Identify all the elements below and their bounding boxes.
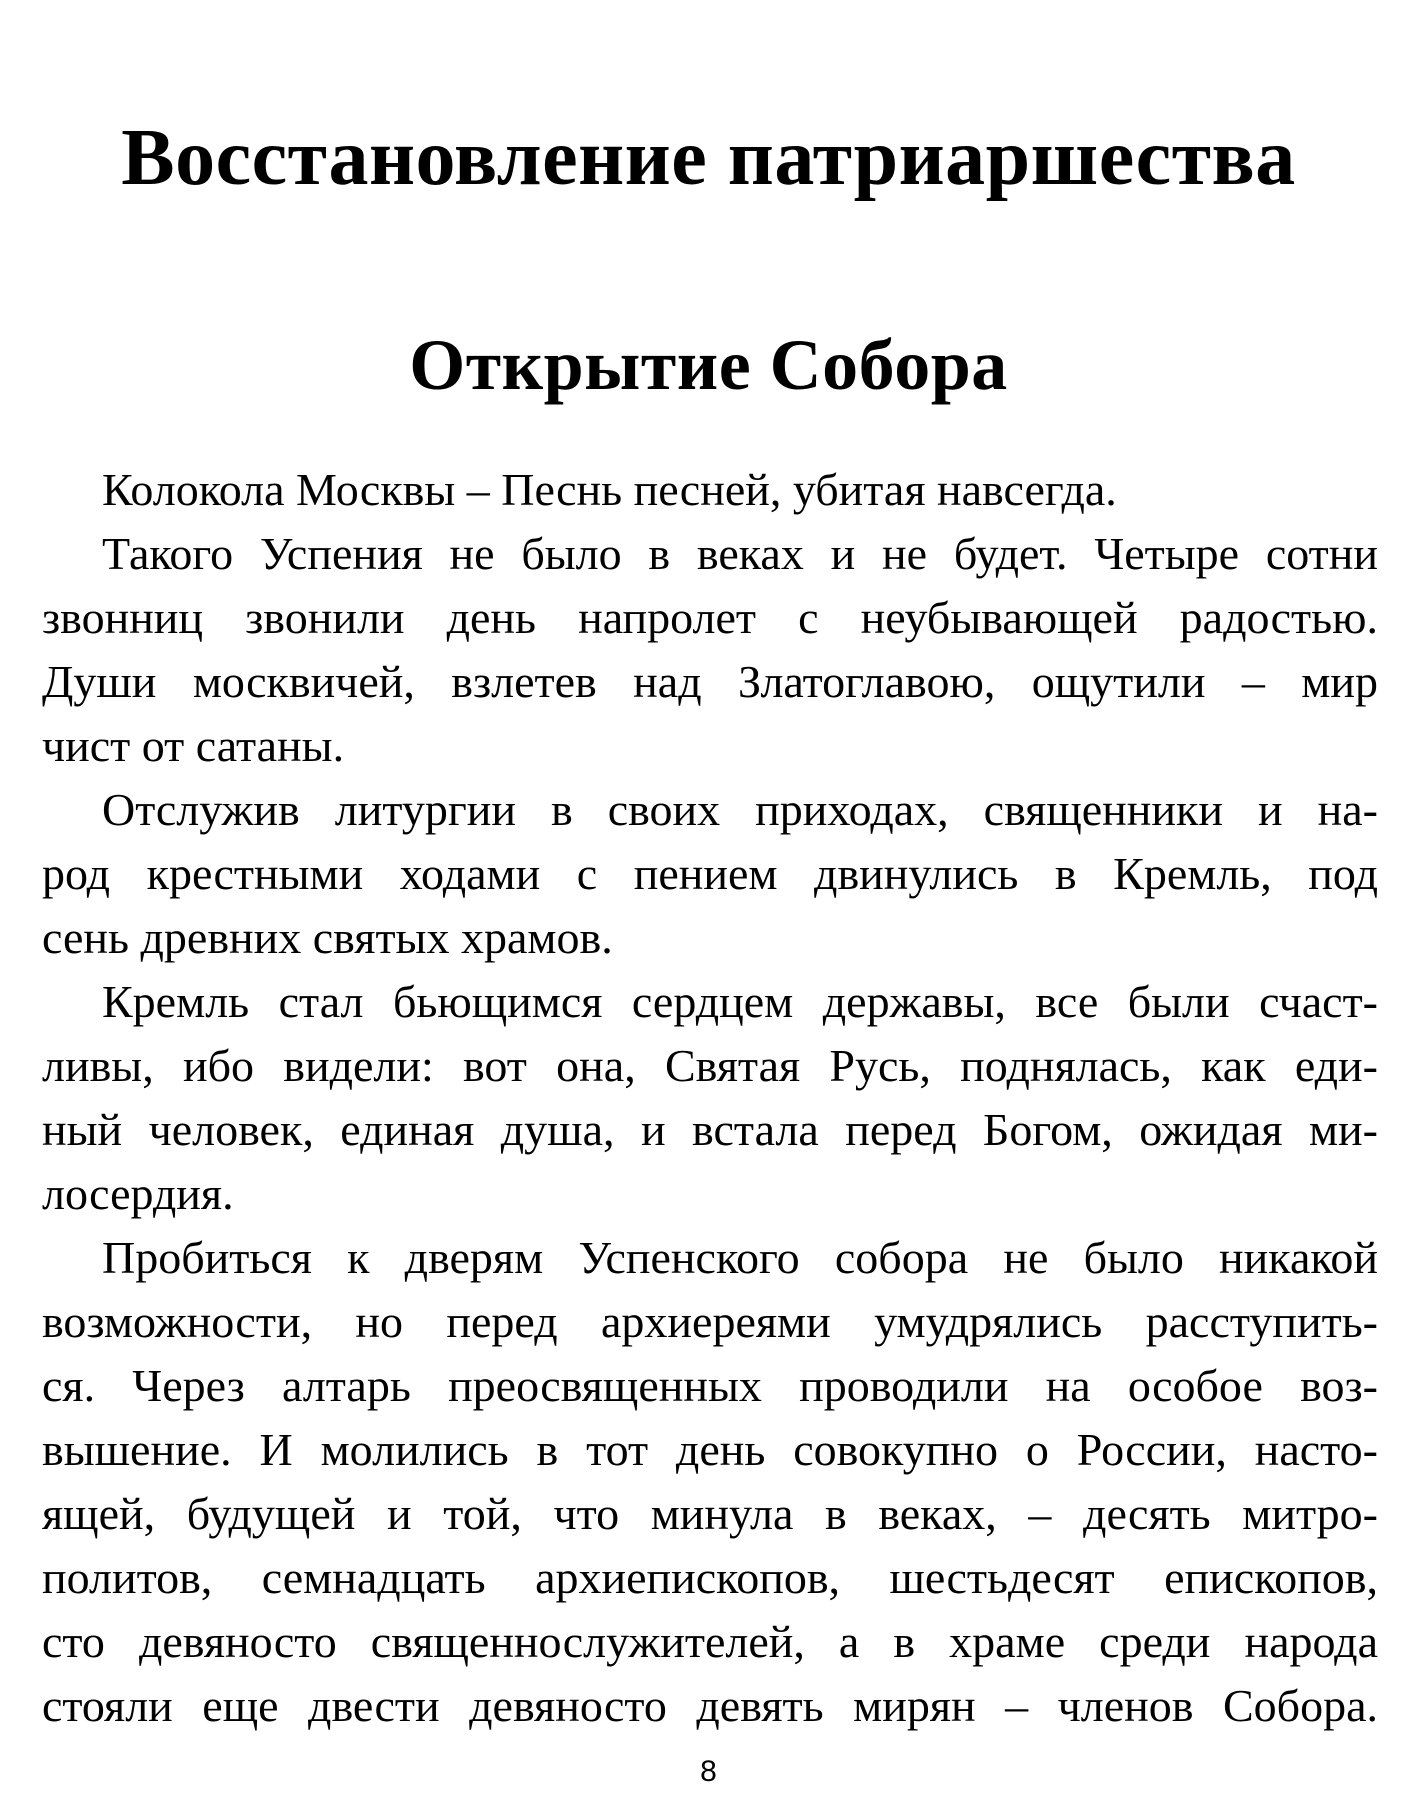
text-line: возможности, но перед архиереями умудрялись расступить- (42, 1296, 1378, 1347)
text-line: звонниц звонили день напролет с неубывающей радостью. (42, 592, 1378, 643)
text-line: лосердия. (42, 1168, 234, 1219)
text-line: сень древних святых храмов. (42, 912, 613, 963)
text-line: ливы, ибо видели: вот она, Святая Русь, поднялась, как еди- (42, 1040, 1378, 1091)
text-line: сто девяносто священнослужителей, а в храме среди народа (42, 1616, 1378, 1667)
text-line: ся. Через алтарь преосвященных проводили на особое воз- (42, 1360, 1378, 1411)
text-line: ный человек, единая душа, и встала перед Богом, ожидая ми- (42, 1104, 1378, 1155)
text-line: Такого Успения не было в веках и не будет. Четыре сотни (102, 528, 1378, 579)
text-line: политов, семнадцать архиепископов, шестьдесят епископов, (42, 1552, 1378, 1603)
text-line: вышение. И молились в тот день совокупно о России, насто- (42, 1424, 1378, 1475)
section-title: Открытие Собора (409, 325, 1008, 405)
page-number: 8 (700, 1755, 717, 1788)
text-line: ящей, будущей и той, что минула в веках, – десять митро- (42, 1488, 1378, 1539)
main-title: Восстановление патриаршества (121, 114, 1296, 202)
text-line: Кремль стал бьющимся сердцем державы, все были счаст- (102, 976, 1378, 1027)
body-text (42, 458, 1378, 1738)
text-line: Пробиться к дверям Успенского собора не было никакой (102, 1232, 1378, 1283)
text-line: чист от сатаны. (42, 720, 345, 771)
text-line: Колокола Москвы – Песнь песней, убитая навсегда. (102, 464, 1117, 515)
text-line: стояли еще двести девяносто девять мирян – членов Собора. (42, 1680, 1378, 1731)
text-line: Души москвичей, взлетев над Златоглавою, ощутили – мир (42, 656, 1378, 707)
text-line: Отслужив литургии в своих приходах, священники и на- (102, 784, 1378, 835)
text-line: род крестными ходами с пением двинулись в Кремль, под (42, 848, 1378, 899)
